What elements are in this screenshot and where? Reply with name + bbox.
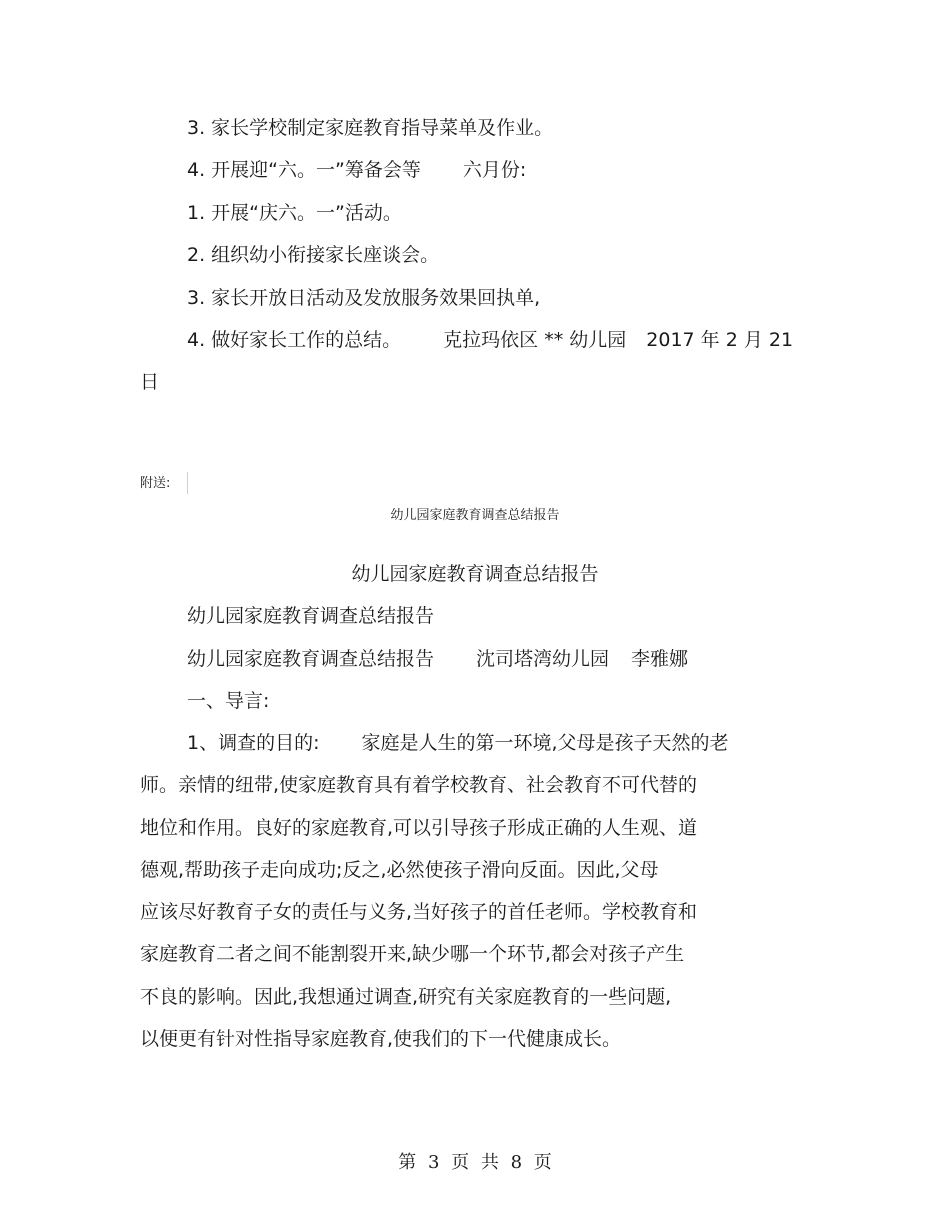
report-byline [187,647,688,671]
paragraph-text: 家庭是人生的第一环境,父母是孩子天然的老 [361,732,729,754]
signature-org: 克拉玛依区 ** 幼儿园 [443,329,627,351]
divider [187,472,188,494]
author-school: 沈司塔湾幼儿园 [476,648,610,670]
list-item: 1. 开展“庆六。一”活动。 [187,202,402,224]
paragraph-line: 师。亲情的纽带,使家庭教育具有着学校教育、社会教育不可代替的 [140,774,698,796]
list-item: 3. 家长开放日活动及发放服务效果回执单, [187,287,541,309]
subsection-heading: 1、调查的目的: [187,732,320,754]
paragraph-line: 家庭教育二者之间不能割裂开来,缺少哪一个环节,都会对孩子产生 [140,943,685,965]
signature-date-end: 日 [140,371,160,393]
list-item [187,328,793,352]
signature-date: 2017 年 2 月 21 [646,329,794,351]
appendix-small-title: 幼儿园家庭教育调查总结报告 [390,508,560,523]
report-title: 幼儿园家庭教育调查总结报告 [351,563,599,585]
page-footer: 第 3 页 共 8 页 [398,1152,552,1173]
paragraph-line: 德观,帮助孩子走向成功;反之,必然使孩子滑向反面。因此,父母 [140,859,659,881]
section-heading: 一、导言: [187,690,270,712]
report-subtitle: 幼儿园家庭教育调查总结报告 [187,605,435,627]
list-item [187,158,526,182]
list-item-text: 4. 做好家长工作的总结。 [187,329,402,351]
report-byline-title: 幼儿园家庭教育调查总结报告 [187,648,435,670]
paragraph-line: 以便更有针对性指导家庭教育,使我们的下一代健康成长。 [140,1028,622,1050]
list-item: 3. 家长学校制定家庭教育指导菜单及作业。 [187,117,554,139]
paragraph-line: 不良的影响。因此,我想通过调查,研究有关家庭教育的一些问题, [140,986,672,1008]
list-item-text: 4. 开展迎“六。一”筹备会等 [187,159,421,181]
paragraph-line: 应该尽好教育子女的责任与义务,当好孩子的首任老师。学校教育和 [140,901,698,923]
author-name: 李雅娜 [631,648,689,670]
list-item: 2. 组织幼小衔接家长座谈会。 [187,244,440,266]
paragraph-line [187,731,729,755]
paragraph-line: 地位和作用。良好的家庭教育,可以引导孩子形成正确的人生观、道 [140,817,698,839]
month-heading: 六月份: [462,159,527,181]
appendix-label: 附送: [140,476,171,491]
